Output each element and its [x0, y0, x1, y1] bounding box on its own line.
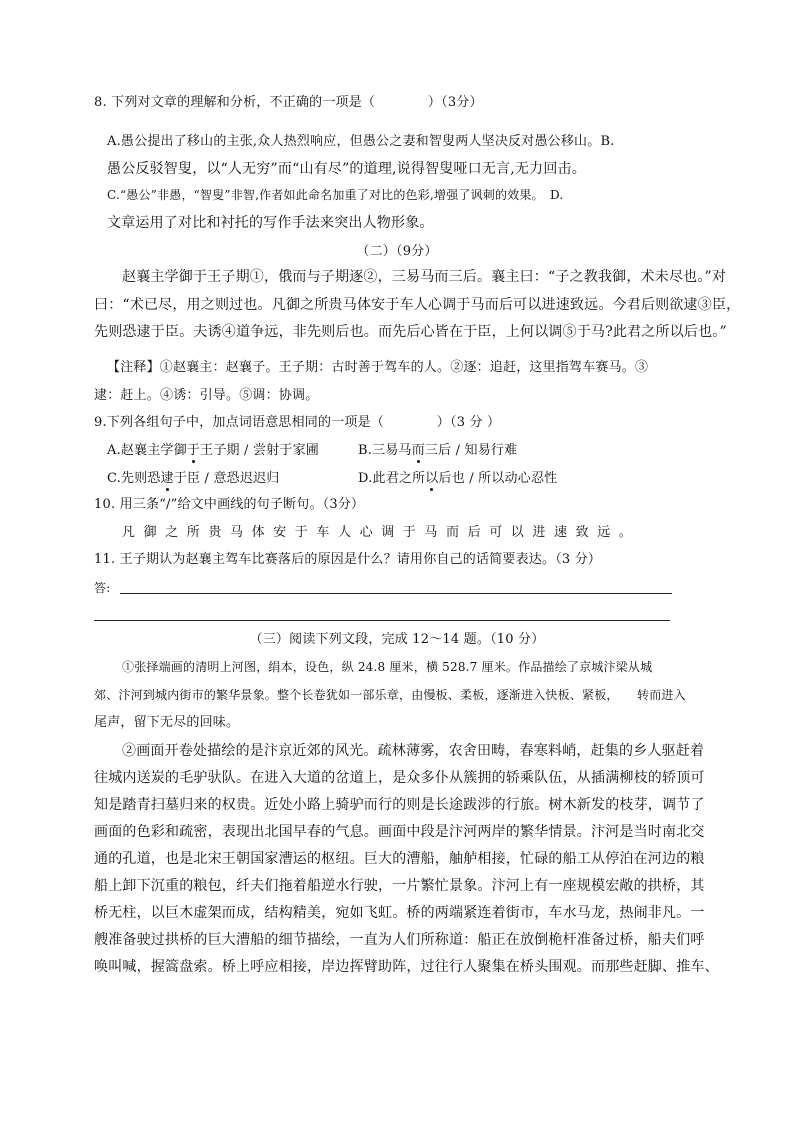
- section2-note: 【注释】①赵襄主：赵襄子。王子期：古时善于驾车的人。②逐：追赶，这里指驾车赛马。③: [107, 360, 649, 375]
- section3-paragraph-line: 画面的色彩和疏密，表现出北国早春的气息。画面中段是汴河两岸的繁华情景。汴河是当时南北交: [94, 824, 705, 840]
- section2-note: 逮：赶上。④诱：引导。⑤调：协调。: [94, 388, 319, 403]
- answer-label: 答:: [94, 581, 111, 595]
- section3-paragraph-line: 知是踏青扫墓归来的权贵。近处小路上骑驴而行的则是长途跋涉的行旅。树木新发的枝芽，调节了: [94, 797, 705, 813]
- q8-stem: 8. 下列对文章的理解和分析，不正确的一项是（ ）（3分）: [94, 95, 483, 110]
- section3-paragraph-line: 唤叫喊，握篙盘索。桥上呼应相接，岸边挥臂助阵，过往行人聚集在桥头围观。而那些赶脚、推车、: [94, 959, 719, 975]
- emphasis-dot-word: 于: [186, 443, 201, 458]
- section3-paragraph-line: ①张择端画的清明上河图，绢本，设色，纵 24.8 厘米，横 528.7 厘米。作品描绘了京城汴梁从城: [122, 660, 653, 674]
- q8-option-b: 愚公反驳智叟，以“人无穷”而“山有尽”的道理,说得智叟哑口无言,无力回击。: [107, 161, 586, 177]
- q9-option-a: A.赵襄主学御于王子期 / 尝射于家圃: [107, 443, 319, 458]
- section2-passage-line: 先则恐逮于臣。夫诱④道争远，非先则后也。而先后心皆在于臣，上何以调⑤于马?此君之所以后也。”: [94, 324, 727, 340]
- emphasis-dot-word: 逮: [160, 471, 174, 486]
- section2-title: （二）（9分）: [356, 244, 438, 259]
- q10-stem: 10. 用三条“/”给文中画线的句子断句。（3分）: [94, 497, 365, 512]
- emphasis-dot-word: 而: [411, 443, 425, 458]
- answer-line: [120, 593, 672, 594]
- q11-stem: 11. 王子期认为赵襄主驾车比赛落后的原因是什么？请用你自己的话简要表达。（3 分）: [94, 552, 602, 567]
- q10-sentence: 凡御之所贵马体安于车人心调于马而后可以进速致远。: [122, 525, 641, 540]
- q8-option-d: 文章运用了对比和衬托的写作手法来突出人物形象。: [107, 215, 434, 231]
- q8-option-a: A.愚公提出了移山的主张,众人热烈响应，但愚公之妻和智叟两人坚决反对愚公移山。B.: [107, 134, 615, 149]
- section3-paragraph-line: 艘准备驶过拱桥的巨大漕船的细节描绘，一直为人们所称道：船正在放倒桅杆准备过桥，船夫们呼: [94, 932, 705, 948]
- section3-paragraph-line: 通的孔道，也是北宋王朝国家漕运的枢纽。巨大的漕船，舳舻相接，忙碌的船工从停泊在河边的粮: [94, 851, 705, 867]
- q8-option-c: C.“愚公”非愚，“智叟”非智,作者如此命名加重了对比的色彩,增强了讽刺的效果。 D.: [107, 188, 564, 202]
- section3-paragraph-line: 郊、汴河到城内街市的繁华景象。整个长卷犹如一部乐章，由慢板、柔板，逐渐进入快板、紧板， 转而进入: [94, 688, 686, 702]
- section3-paragraph-line: 往城内送炭的毛驴驮队。在进入大道的岔道上，是众多仆从簇拥的轿乘队伍，从插满柳枝的轿顶可: [94, 770, 705, 786]
- q9-option-b: B.三易马而三后 / 知易行难: [358, 443, 518, 458]
- answer-line: [94, 620, 670, 621]
- q9-stem: 9.下列各组句子中，加点词语意思相同的一项是（ ）（3 分 ）: [94, 415, 501, 430]
- section3-paragraph-line: 桥无柱，以巨木虚架而成，结构精美，宛如飞虹。桥的两端紧连着街市，车水马龙，热闹非凡。一: [94, 905, 705, 921]
- section3-title: （三）阅读下列文段，完成 12～14 题。（10 分）: [249, 632, 545, 647]
- section2-passage-line: 赵襄主学御于王子期①，俄而与子期逐②，三易马而三后。襄主曰：“子之教我御，术未尽也。”对: [122, 269, 727, 285]
- emphasis-dot-word: 以: [425, 471, 439, 486]
- q9-option-d: D.此君之所以后也 / 所以动心忍性: [358, 471, 558, 486]
- section3-paragraph-line: 尾声，留下无尽的回味。: [94, 715, 240, 730]
- section3-paragraph-line: ②画面开卷处描绘的是汴京近郊的风光。疏林薄雾，农舍田畴，春寒料峭，赶集的乡人驱赶着: [122, 743, 705, 759]
- q9-option-c: C.先则恐逮于臣 / 意恐迟迟归: [107, 471, 280, 486]
- section2-passage-line: 曰：“术已尽，用之则过也。凡御之所贵马体安于车人心调于马而后可以进速致远。今君后则欲逮③臣，: [94, 297, 741, 313]
- section3-paragraph-line: 船上卸下沉重的粮包，纤夫们拖着船逆水行驶，一片繁忙景象。汴河上有一座规模宏敞的拱桥，其: [94, 878, 705, 894]
